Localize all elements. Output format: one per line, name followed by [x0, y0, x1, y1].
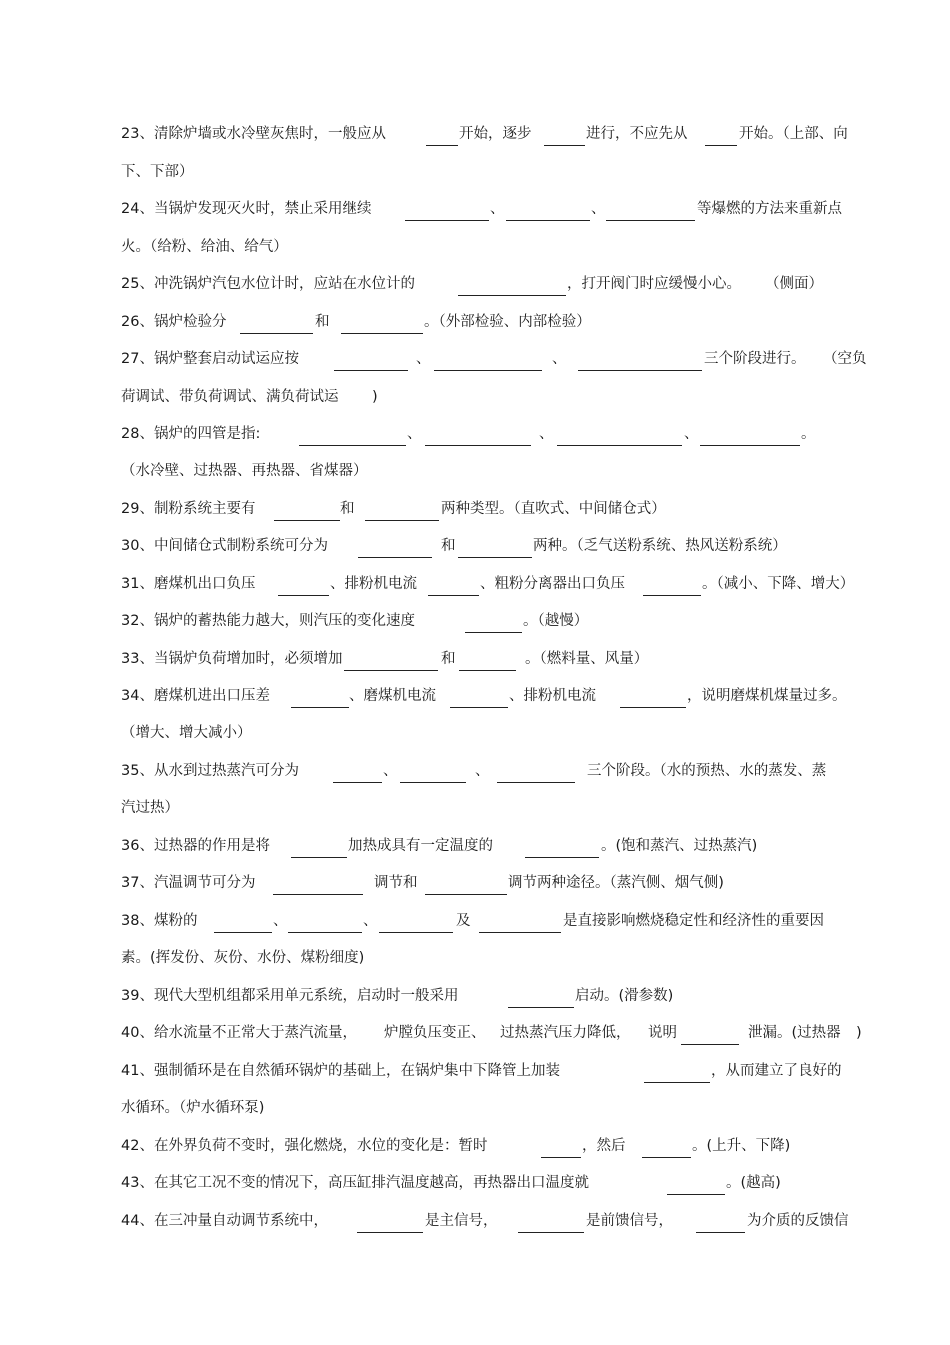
answer-blank[interactable] — [696, 1232, 745, 1233]
question-text: ，说明磨煤机煤量过多。 — [687, 688, 847, 704]
question-text: 调节和 — [374, 875, 418, 891]
question-text: 。（燃料量、风量） — [525, 651, 649, 667]
question-text: 开始，逐步 — [459, 126, 532, 142]
question-text: 两种。（乏气送粉系统、热风送粉系统） — [533, 538, 787, 554]
answer-blank[interactable] — [508, 1007, 574, 1008]
answer-blank[interactable] — [643, 595, 701, 596]
question-text: 、 — [539, 426, 554, 442]
answer-blank[interactable] — [506, 220, 590, 221]
question-text: 。（越慢） — [523, 613, 589, 629]
answer-blank[interactable] — [291, 707, 349, 708]
answer-blank[interactable] — [465, 632, 522, 633]
answer-blank[interactable] — [344, 670, 438, 671]
question-text: 进行，不应先从 — [586, 126, 688, 142]
question-28-line: 28、锅炉的四管是指: — [121, 426, 261, 442]
question-text: 为介质的反馈信 — [747, 1213, 849, 1229]
question-text: 、 — [490, 201, 505, 217]
question-text: 开始。（上部、向 — [739, 126, 848, 142]
question-continuation: 火。（给粉、给油、给气） — [121, 239, 288, 255]
question-text: 。(越高) — [726, 1175, 781, 1191]
answer-blank[interactable] — [642, 1157, 691, 1158]
question-answer: （侧面） — [765, 276, 823, 292]
question-text: 过热蒸汽压力降低， — [500, 1025, 631, 1041]
answer-blank[interactable] — [544, 145, 585, 146]
question-37-line: 37、汽温调节可分为 — [121, 875, 256, 891]
question-43-line: 43、在其它工况不变的情况下，高压缸排汽温度越高，再热器出口温度就 — [121, 1175, 589, 1191]
answer-blank[interactable] — [214, 932, 272, 933]
question-text: 、排粉机电流 — [330, 576, 417, 592]
answer-blank[interactable] — [458, 295, 566, 296]
question-text: 和 — [441, 651, 456, 667]
question-text: 。（外部检验、内部检验） — [424, 314, 591, 330]
question-text: 三个阶段进行。 — [704, 351, 806, 367]
question-text: 、 — [273, 913, 288, 929]
question-34-line: 34、磨煤机进出口压差 — [121, 688, 270, 704]
answer-blank[interactable] — [358, 557, 432, 558]
question-text: 泄漏。(过热器 — [748, 1025, 841, 1041]
answer-blank[interactable] — [606, 220, 695, 221]
answer-blank[interactable] — [299, 445, 406, 446]
answer-blank[interactable] — [434, 370, 542, 371]
question-text: 、 — [684, 426, 699, 442]
question-35-line: 35、从水到过热蒸汽可分为 — [121, 763, 299, 779]
question-continuation: （水冷壁、过热器、再热器、省煤器） — [121, 463, 368, 479]
question-text: 和 — [315, 314, 330, 330]
question-text: 和 — [441, 538, 456, 554]
answer-blank[interactable] — [273, 894, 363, 895]
answer-blank[interactable] — [334, 370, 408, 371]
question-text: ，从而建立了良好的 — [711, 1063, 842, 1079]
question-text: 是主信号， — [425, 1213, 498, 1229]
question-text: 、 — [416, 351, 431, 367]
question-text: 是直接影响燃烧稳定性和经济性的重要因 — [563, 913, 824, 929]
question-continuation: 下、下部） — [121, 164, 194, 180]
answer-blank[interactable] — [333, 782, 382, 783]
question-continuation: 素。(挥发份、灰份、水份、煤粉细度) — [121, 950, 365, 966]
answer-blank[interactable] — [426, 145, 458, 146]
answer-blank[interactable] — [578, 370, 702, 371]
question-39-line: 39、现代大型机组都采用单元系统，启动时一般采用 — [121, 988, 459, 1004]
question-continuation: （增大、增大减小） — [121, 725, 252, 741]
question-text: 。(上升、下降) — [692, 1138, 791, 1154]
answer-blank[interactable] — [405, 220, 489, 221]
answer-blank[interactable] — [459, 670, 516, 671]
answer-blank[interactable] — [518, 1232, 584, 1233]
answer-blank[interactable] — [278, 595, 329, 596]
answer-blank[interactable] — [557, 445, 682, 446]
question-41-line: 41、强制循环是在自然循环锅炉的基础上，在锅炉集中下降管上加装 — [121, 1063, 560, 1079]
question-text: 三个阶段。（水的预热、水的蒸发、蒸 — [587, 763, 827, 779]
question-42-line: 42、在外界负荷不变时，强化燃烧，水位的变化是：暂时 — [121, 1138, 488, 1154]
question-text: 、 — [552, 351, 567, 367]
question-text: 及 — [456, 913, 471, 929]
question-text: 两种类型。（直吹式、中间储仓式） — [441, 501, 666, 517]
question-text: 。（减小、下降、增大） — [702, 576, 855, 592]
question-text: ) — [856, 1025, 862, 1041]
answer-blank[interactable] — [425, 894, 507, 895]
answer-blank[interactable] — [400, 782, 466, 783]
question-text: 、 — [475, 763, 490, 779]
question-text: 、 — [383, 763, 398, 779]
answer-blank[interactable] — [525, 857, 599, 858]
question-text: 启动。(滑参数) — [575, 988, 674, 1004]
answer-blank[interactable] — [240, 333, 313, 334]
question-text: 、粗粉分离器出口负压 — [480, 576, 625, 592]
question-text: 和 — [340, 501, 355, 517]
question-text: 等爆燃的方法来重新点 — [697, 201, 842, 217]
question-24-line: 24、当锅炉发现灭火时，禁止采用继续 — [121, 201, 372, 217]
question-44-line: 44、在三冲量自动调节系统中， — [121, 1213, 328, 1229]
question-text: 加热成具有一定温度的 — [348, 838, 493, 854]
answer-blank[interactable] — [357, 1232, 423, 1233]
answer-blank[interactable] — [681, 1044, 739, 1045]
question-text: 说明 — [648, 1025, 677, 1041]
answer-blank[interactable] — [365, 520, 439, 521]
answer-blank[interactable] — [667, 1194, 725, 1195]
answer-blank[interactable] — [425, 445, 531, 446]
answer-blank[interactable] — [450, 707, 508, 708]
answer-blank[interactable] — [291, 857, 347, 858]
question-text: 、 — [363, 913, 378, 929]
answer-blank[interactable] — [541, 1157, 581, 1158]
question-29-line: 29、制粉系统主要有 — [121, 501, 256, 517]
question-27-line: 27、锅炉整套启动试运应按 — [121, 351, 299, 367]
question-text: 、 — [407, 426, 422, 442]
question-text: 。(饱和蒸汽、过热蒸汽) — [601, 838, 758, 854]
question-answer: （空负 — [823, 351, 867, 367]
question-text: ，然后 — [582, 1138, 626, 1154]
question-31-line: 31、磨煤机出口负压 — [121, 576, 256, 592]
answer-blank[interactable] — [341, 333, 423, 334]
question-40-line: 40、给水流量不正常大于蒸汽流量， — [121, 1025, 357, 1041]
answer-blank[interactable] — [379, 932, 453, 933]
question-text: 炉膛负压变正、 — [384, 1025, 486, 1041]
answer-blank[interactable] — [700, 445, 800, 446]
question-continuation: 水循环。（炉水循环泵) — [121, 1100, 265, 1116]
question-33-line: 33、当锅炉负荷增加时，必须增加 — [121, 651, 343, 667]
question-23-line: 23、清除炉墙或水冷壁灰焦时，一般应从 — [121, 126, 386, 142]
question-text: 、磨煤机电流 — [349, 688, 436, 704]
question-26-line: 26、锅炉检验分 — [121, 314, 227, 330]
answer-blank[interactable] — [644, 1082, 710, 1083]
question-text: 、排粉机电流 — [509, 688, 596, 704]
answer-blank[interactable] — [288, 932, 362, 933]
answer-blank[interactable] — [705, 145, 737, 146]
question-32-line: 32、锅炉的蓄热能力越大，则汽压的变化速度 — [121, 613, 415, 629]
answer-blank[interactable] — [479, 932, 561, 933]
question-text: ) — [372, 389, 378, 405]
question-38-line: 38、煤粉的 — [121, 913, 198, 929]
question-text: ，打开阀门时应缓慢小心。 — [567, 276, 741, 292]
answer-blank[interactable] — [620, 707, 686, 708]
question-36-line: 36、过热器的作用是将 — [121, 838, 270, 854]
answer-blank[interactable] — [274, 520, 340, 521]
question-text: 调节两种途径。（蒸汽侧、烟气侧) — [508, 875, 724, 891]
question-text: 是前馈信号， — [586, 1213, 673, 1229]
answer-blank[interactable] — [428, 595, 479, 596]
question-30-line: 30、中间储仓式制粉系统可分为 — [121, 538, 328, 554]
answer-blank[interactable] — [458, 557, 532, 558]
answer-blank[interactable] — [497, 782, 575, 783]
question-text: 、 — [591, 201, 606, 217]
question-25-line: 25、冲洗锅炉汽包水位计时，应站在水位计的 — [121, 276, 415, 292]
question-continuation: 荷调试、带负荷调试、满负荷试运 — [121, 389, 339, 405]
question-text: 。 — [801, 426, 816, 442]
question-continuation: 汽过热） — [121, 800, 179, 816]
